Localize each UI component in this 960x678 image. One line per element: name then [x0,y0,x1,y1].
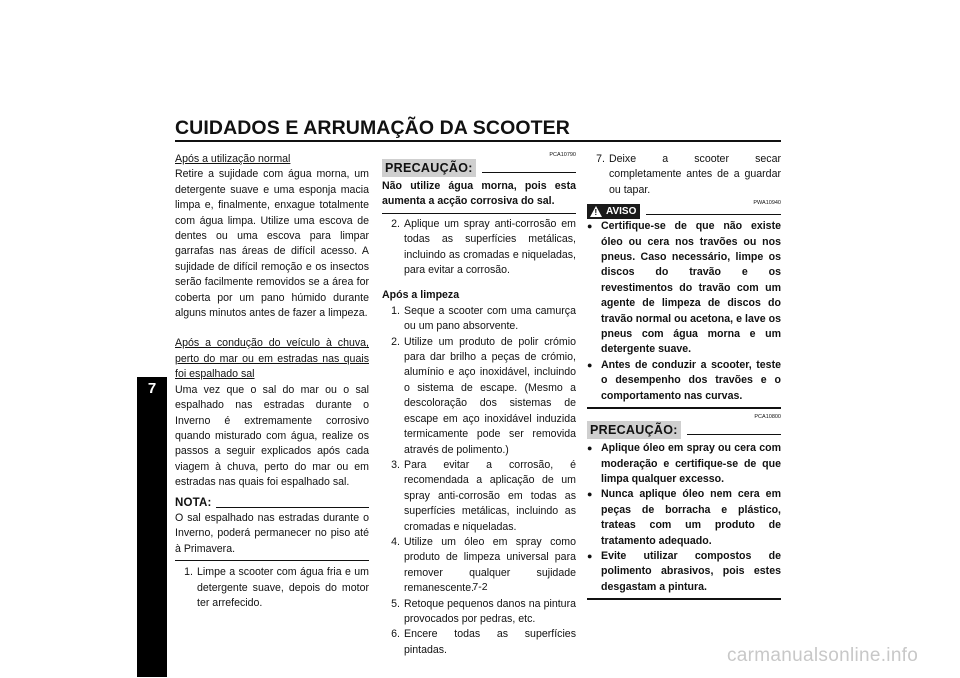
column-3 [587,152,781,600]
list-item [587,549,781,595]
paragraph-normal-use: Retire a sujidade com água morna, um detergente suave e uma esponja macia limpa e, finalmente, enxague totalmente com água limpa. Utilize uma escova de dentes ou uma escova para limpar garrafas nas áreas de difícil acesso. A sujidade de difícil remoção e os insectos serão facilmente removidos se a área for coberta por um pano húmido durante alguns minutos antes de fazer a limpeza. [175,168,369,320]
bullet-icon: ● [587,550,593,561]
bullet-icon: ● [587,359,593,370]
caution-label: PRECAUÇÃO: [587,421,681,439]
list-item-text: Deixe a scooter secar completamente antes de a guardar ou tapar. [609,153,781,196]
list-item [587,152,781,198]
list-item-text: Utilize um óleo em spray como produto de limpeza universal para remover qualquer sujidade remanescente. [404,535,576,595]
caution-label: PRECAUÇÃO: [382,159,476,177]
list-item [382,458,576,535]
caution-divider [587,598,781,600]
list-item-text: Evite utilizar compostos de polimento abrasivos, pois estes desgastam a pintura. [601,549,781,593]
note-label: NOTA: [175,496,212,509]
list-item-number: 6. [391,628,400,641]
list-item [382,217,576,279]
list-item-text: Para evitar a corrosão, é recomendada a aplicação de um spray anti-corrosão em todas as superfícies metálicas, incluindo as cromadas e niqueladas. [404,458,576,533]
page-number: 7-2 [472,581,488,593]
list-item-number: 3. [391,458,400,471]
warning-code: PWA10940 [753,200,781,207]
list-item-text: Retoque pequenos danos na pintura provocados por pedras, etc. [404,597,576,625]
bullet-icon: ● [587,443,593,454]
list-item [382,627,576,658]
note-divider [175,560,369,561]
list-item [587,487,781,549]
list-item-number: 1. [184,566,193,579]
bullet-icon: ● [587,221,593,232]
list-item-text: Encere todas as superfícies pintadas. [404,628,576,656]
paragraph-rain-sea: Uma vez que o sal do mar ou o sal espalhado nas estradas durante o Inverno é extremamente corrosivo quando misturado com água, realize os passos a seguir explicados após cada viagem à chuva, perto do mar ou em estradas nas quais foi espalhado sal. [175,383,369,489]
subheading-after-cleaning: Após a limpeza [382,289,460,302]
list-item-text: Certifique-se de que não existe óleo ou cera nos travões ou nos pneus. Caso necessário, limpe os discos do travão e os revestimentos do travão com um agente de limpeza de discos do travão normal ou acetona, e lave os pneus com água morna e um detergente suave. [601,220,781,356]
list-item [587,358,781,404]
bullet-icon: ● [587,489,593,500]
list-item-number: 2. [391,217,400,230]
chapter-number: 7 [147,380,157,397]
page-title: CUIDADOS E ARRUMAÇÃO DA SCOOTER [175,117,570,139]
caution-header [587,421,781,439]
caution-code: PCA10800 [754,414,781,421]
list-item [382,597,576,628]
warning-header-line [646,214,781,215]
title-divider [175,140,781,142]
list-item-text: Utilize um produto de polir crómio para dar brilho a peças de crómio, alumínio e aço inoxidável, incluindo o sistema de escape. (Mesmo a descoloração dos sistemas de escape em aço inoxidável induzida termicamente pode ser removida através de polimento.) [404,335,576,456]
list-item-text: Seque a scooter com uma camurça ou um pano absorvente. [404,304,576,333]
list-item-text: Aplique óleo em spray ou cera com moderação e certifique-se de que limpa qualquer excesso. [601,442,781,485]
list-item [382,304,576,335]
list-item-text: Aplique um spray anti-corrosão em todas as superfícies metálicas, incluindo as cromadas e niqueladas, para evitar a corrosão. [404,217,576,277]
list-item [175,565,369,611]
warning-badge [587,204,640,219]
list-item-number: 7. [596,153,605,165]
list-item-number: 5. [391,597,400,610]
section-heading-normal-use: Após a utilização normal [175,153,291,165]
caution-divider [382,213,576,214]
list-item-number: 4. [391,535,400,548]
list-item-text: Nunca aplique óleo nem cera em peças de borracha e plástico, trateas com um produto de tratamento adequado. [601,488,781,547]
list-item-number: 2. [391,335,400,348]
caution-header-line [687,434,781,435]
list-item [587,441,781,487]
warning-divider [587,407,781,409]
caution-header [382,159,576,177]
column-1 [175,152,369,611]
list-item-text: Antes de conduzir a scooter, teste o desempenho dos travões e o comportamento nas curvas. [601,358,781,402]
list-item [587,219,781,358]
list-item-text: Limpe a scooter com água fria e um detergente suave, depois do motor ter arrefecido. [197,566,369,609]
note-header-line [216,507,369,508]
caution-header-line [482,172,576,173]
note-header [175,496,369,511]
watermark: carmanualsonline.info [727,645,919,666]
caution-text: Não utilize água morna, pois esta aumenta a acção corrosiva do sal. [382,180,576,208]
warning-triangle-icon: ! [590,206,602,217]
section-heading-rain-sea: Após a condução do veículo à chuva, perto do mar ou em estradas nas quais foi espalhado sal [175,337,369,381]
note-text: O sal espalhado nas estradas durante o Inverno, poderá permanecer no piso até à Primavera. [175,511,369,555]
chapter-tab [137,377,167,677]
warning-label: AVISO [606,206,637,218]
list-item [382,335,576,458]
list-item-number: 1. [391,304,400,317]
caution-code: PCA10790 [549,152,576,158]
